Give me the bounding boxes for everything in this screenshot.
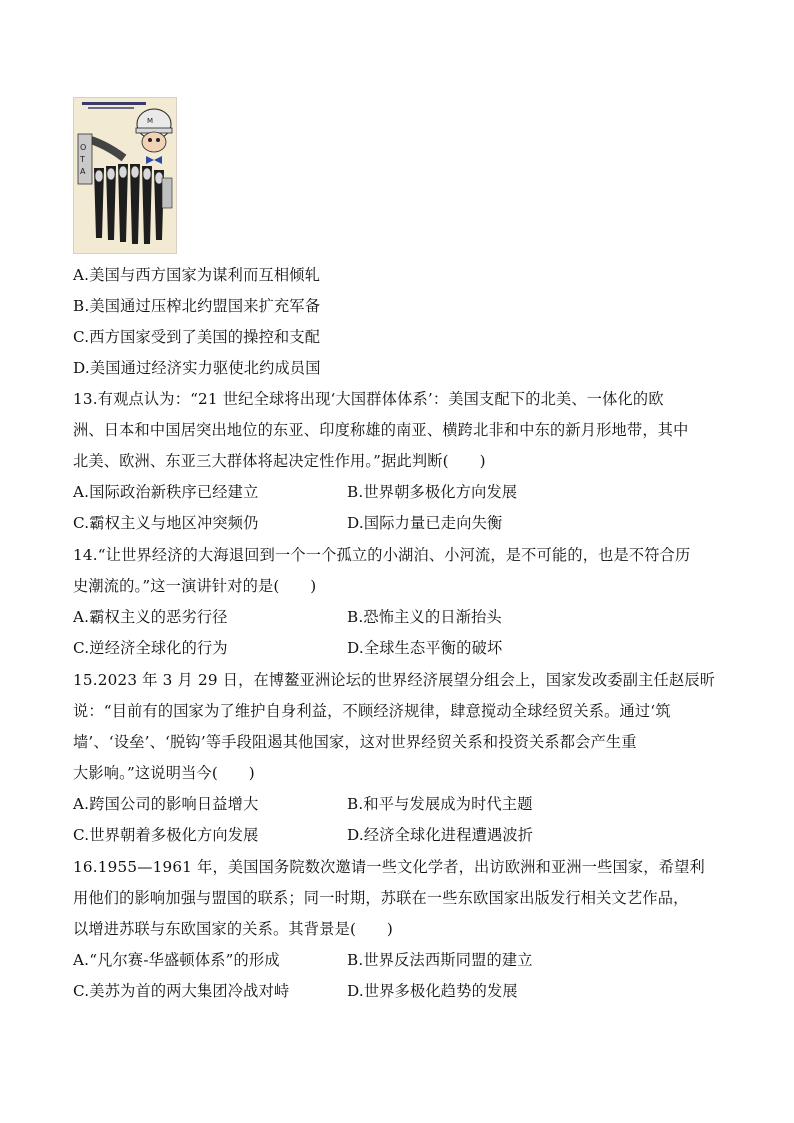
q16-option-d: D.世界多极化趋势的发展 [347,982,518,1000]
q12-option-d: D.美国通过经济实力驱使北约成员国 [73,359,321,377]
q14-stem-line-2: 史潮流的。”这一演讲针对的是( ) [73,577,317,595]
q15-option-d: D.经济全球化进程遭遇波折 [347,826,534,844]
political-cartoon-image [73,97,177,254]
q15-option-a: A.跨国公司的影响日益增大 [73,795,259,813]
q15-option-b: B.和平与发展成为时代主题 [347,795,533,813]
q13-option-d: D.国际力量已走向失衡 [347,514,503,532]
q14-option-c: C.逆经济全球化的行为 [73,639,228,657]
q13-option-b: B.世界朝多极化方向发展 [347,483,518,501]
svg-text:T: T [80,155,85,164]
svg-text:A: A [80,167,86,176]
q16-option-a: A.“凡尔赛-华盛顿体系”的形成 [73,951,280,969]
q15-stem-line-1: 15.2023 年 3 月 29 日，在博鳌亚洲论坛的世界经济展望分组会上，国家发改委副主任赵辰昕 [73,671,716,689]
svg-text:M: M [147,117,154,125]
q13-stem-line-2: 洲、日本和中国居突出地位的东亚、印度称雄的南亚、横跨北非和中东的新月形地带，其中 [73,421,689,439]
q15-option-c: C.世界朝着多极化方向发展 [73,826,259,844]
q14-option-d: D.全球生态平衡的破坏 [347,639,503,657]
q15-stem-line-2: 说：“目前有的国家为了维护自身利益，不顾经济规律，肆意搅动全球经贸关系。通过‘筑 [73,702,671,720]
q14-stem-line-1: 14.“让世界经济的大海退回到一个一个孤立的小湖泊、小河流，是不可能的，也是不符合历 [73,546,691,564]
q13-stem-line-3: 北美、欧洲、东亚三大群体将起决定性作用。”据此判断( ) [73,452,486,470]
q16-stem-line-1: 16.1955—1961 年，美国国务院数次邀请一些文化学者，出访欧洲和亚洲一些国家，希望利 [73,858,705,876]
svg-text:O: O [80,143,87,152]
q15-stem-line-4: 大影响。”这说明当今( ) [73,764,255,782]
q16-stem-line-2: 用他们的影响加强与盟国的联系；同一时期，苏联在一些东欧国家出版发行相关文艺作品， [73,889,689,907]
q16-option-b: B.世界反法西斯同盟的建立 [347,951,533,969]
q13-option-a: A.国际政治新秩序已经建立 [73,483,259,501]
q15-stem-line-3: 墙’、‘设垒’、‘脱钩’等手段阻遏其他国家，这对世界经贸关系和投资关系都会产生重 [73,733,637,751]
q16-option-c: C.美苏为首的两大集团冷战对峙 [73,982,290,1000]
q12-option-c: C.西方国家受到了美国的操控和支配 [73,328,321,346]
q12-option-b: B.美国通过压榨北约盟国来扩充军备 [73,297,321,315]
q16-stem-line-3: 以增进苏联与东欧国家的关系。其背景是( ) [73,920,394,938]
q13-option-c: C.霸权主义与地区冲突频仍 [73,514,259,532]
q14-option-a: A.霸权主义的恶劣行径 [73,608,228,626]
q13-stem-line-1: 13.有观点认为：“21 世纪全球将出现‘大国群体体系’：美国支配下的北美、一体化的欧 [73,390,664,408]
q12-option-a: A.美国与西方国家为谋利而互相倾轧 [73,266,321,284]
cartoon-drawing [74,98,177,254]
q14-option-b: B.恐怖主义的日渐抬头 [347,608,502,626]
